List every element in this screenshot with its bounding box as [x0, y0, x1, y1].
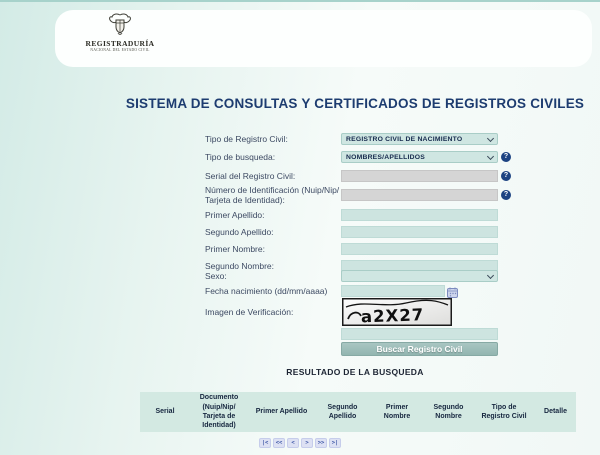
- segundo-nombre-label: Segundo Nombre:: [205, 261, 274, 271]
- primer-nombre-label: Primer Nombre:: [205, 244, 265, 254]
- column-header-primer-apellido: Primer Apellido: [255, 408, 308, 416]
- page-title: SISTEMA DE CONSULTAS Y CERTIFICADOS DE REGISTROS CIVILES: [125, 96, 585, 111]
- fast-next-page-button[interactable]: >>: [315, 438, 327, 448]
- next-page-button[interactable]: >: [301, 438, 313, 448]
- serial-label: Serial del Registro Civil:: [205, 171, 296, 181]
- previous-page-button[interactable]: <: [287, 438, 299, 448]
- registraduria-logo: [77, 12, 163, 52]
- column-header-tipo-registro: Tipo de Registro Civil: [481, 403, 527, 420]
- org-subtitle: NACIONAL DEL ESTADO CIVIL: [90, 48, 150, 52]
- first-page-button[interactable]: |<: [259, 438, 271, 448]
- sexo-select[interactable]: [341, 270, 498, 282]
- column-header-detalle: Detalle: [544, 408, 567, 416]
- fast-previous-page-button[interactable]: <<: [273, 438, 285, 448]
- header-card: [55, 10, 592, 67]
- buscar-registro-civil-button[interactable]: Buscar Registro Civil: [341, 342, 498, 356]
- top-accent-line: [0, 0, 600, 2]
- tipo-busqueda-value: NOMBRES/APELLIDOS: [346, 153, 425, 161]
- tipo-registro-label: Tipo de Registro Civil:: [205, 134, 288, 144]
- column-header-primer-nombre: Primer Nombre: [383, 403, 411, 420]
- help-icon[interactable]: ?: [501, 171, 511, 181]
- fecha-nacimiento-input[interactable]: [341, 285, 445, 297]
- chevron-down-icon: [487, 271, 494, 278]
- fecha-nacimiento-label: Fecha nacimiento (dd/mm/aaaa): [205, 286, 328, 296]
- primer-nombre-input[interactable]: [341, 243, 498, 255]
- sexo-label: Sexo:: [205, 271, 227, 281]
- captcha-text: a2X27: [360, 305, 425, 326]
- tipo-busqueda-label: Tipo de busqueda:: [205, 152, 276, 162]
- help-icon[interactable]: ?: [501, 190, 511, 200]
- primer-apellido-label: Primer Apellido:: [205, 210, 265, 220]
- tipo-registro-value: REGISTRO CIVIL DE NACIMIENTO: [346, 135, 463, 143]
- tipo-registro-select[interactable]: [341, 133, 498, 145]
- column-header-serial: Serial: [155, 408, 175, 416]
- date-picker-button[interactable]: [447, 286, 458, 297]
- help-icon[interactable]: ?: [501, 152, 511, 162]
- results-heading: RESULTADO DE LA BUSQUEDA: [286, 367, 424, 377]
- segundo-apellido-label: Segundo Apellido:: [205, 227, 274, 237]
- results-table-header: [140, 392, 576, 432]
- org-name: REGISTRADURÍA: [85, 39, 155, 48]
- captcha-answer-input[interactable]: [341, 328, 498, 340]
- tipo-busqueda-select[interactable]: [341, 151, 498, 163]
- imagen-verificacion-label: Imagen de Verificación:: [205, 307, 294, 317]
- captcha-image: [342, 298, 452, 326]
- coat-of-arms-icon: [107, 12, 133, 38]
- numero-identificacion-label: Número de Identificación (Nuip/Nip/ Tarjeta de Identidad):: [205, 185, 340, 205]
- calendar-icon: [447, 287, 458, 298]
- pagination: [0, 438, 600, 448]
- primer-apellido-input[interactable]: [341, 209, 498, 221]
- column-header-segundo-apellido: Segundo Apellido: [327, 403, 358, 420]
- chevron-down-icon: [487, 152, 494, 159]
- last-page-button[interactable]: >|: [329, 438, 341, 448]
- chevron-down-icon: [487, 134, 494, 141]
- serial-input: [341, 170, 498, 182]
- column-header-segundo-nombre: Segundo Nombre: [433, 403, 464, 420]
- numero-identificacion-input: [341, 189, 498, 201]
- column-header-documento: Documento (Nuip/Nip/ Tarjeta de Identidad): [199, 394, 239, 430]
- segundo-apellido-input[interactable]: [341, 226, 498, 238]
